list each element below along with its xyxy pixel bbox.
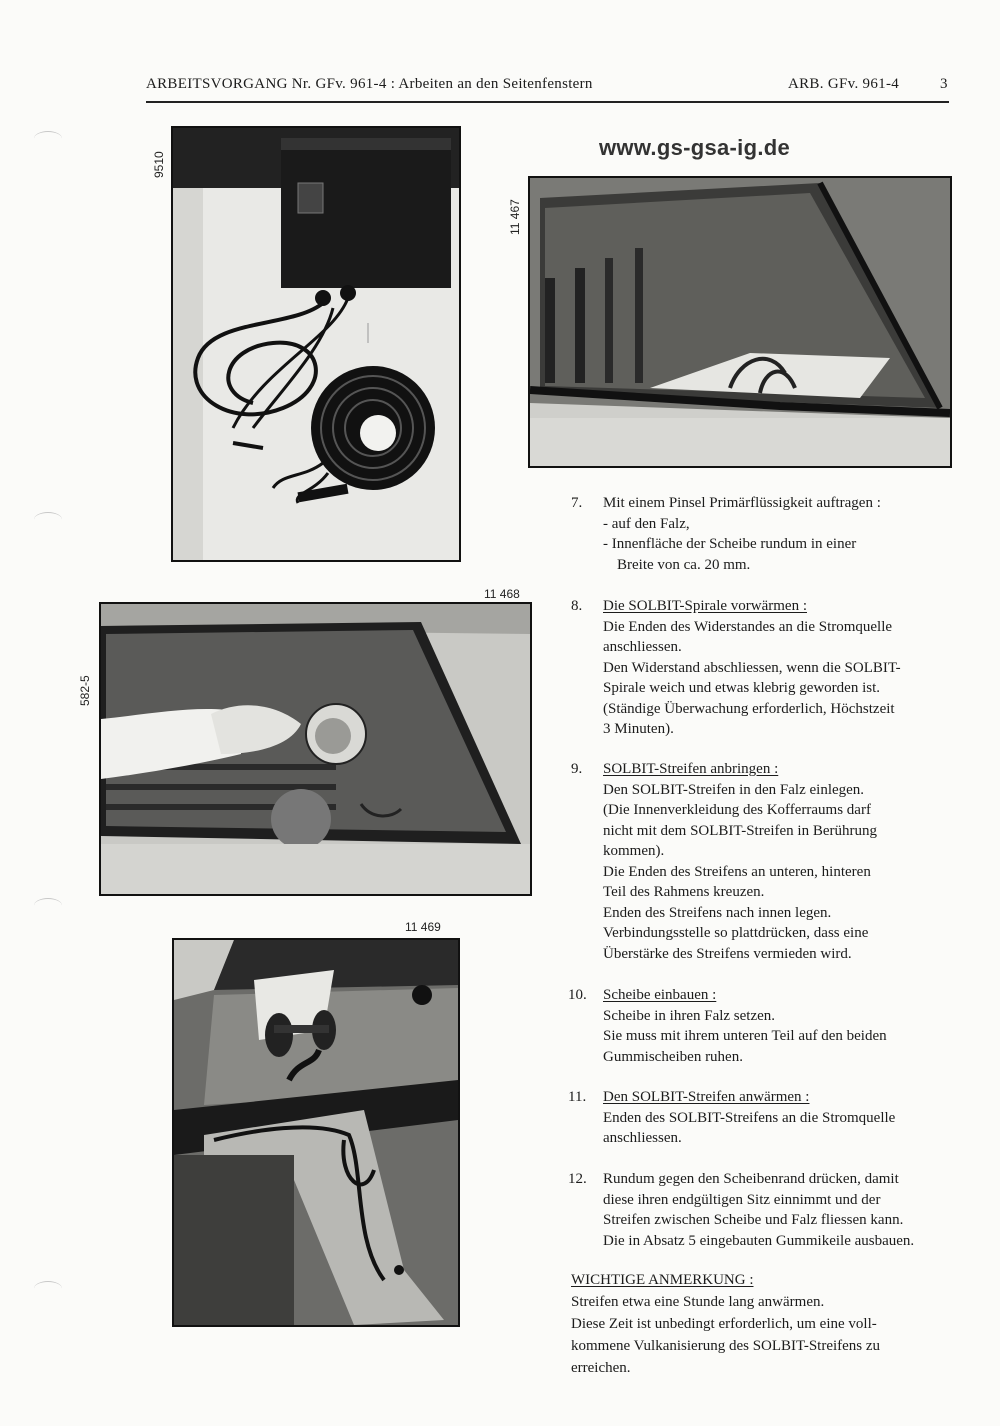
step-heading: Die SOLBIT-Spirale vorwärmen : bbox=[603, 598, 807, 614]
figure-number: 11 468 bbox=[484, 587, 520, 601]
note-text-line: kommene Vulkanisierung des SOLBIT-Streifens zu bbox=[571, 1337, 881, 1354]
step-text-line: Die Enden des Streifens an unteren, hinteren bbox=[603, 863, 871, 880]
step-heading: SOLBIT-Streifen anbringen : bbox=[603, 761, 779, 777]
step-text-line: - auf den Falz, bbox=[603, 515, 690, 532]
note-text-line: erreichen. bbox=[571, 1359, 631, 1376]
step-text-line: Enden des Streifens nach innen legen. bbox=[603, 904, 832, 921]
punch-hole-mark bbox=[34, 1281, 62, 1296]
step-text-line: Den SOLBIT-Streifen in den Falz einlegen. bbox=[603, 781, 865, 798]
step-text-line: (Ständige Überwachung erforderlich, Höchstzeit bbox=[603, 700, 895, 717]
step-text-line: anschliessen. bbox=[603, 639, 682, 655]
note-text-line: Diese Zeit ist unbedingt erforderlich, um eine voll- bbox=[571, 1315, 877, 1332]
step-text-line: Teil des Rahmens kreuzen. bbox=[603, 884, 765, 900]
step-text-line: 3 Minuten). bbox=[603, 721, 674, 737]
step-text-line: kommen). bbox=[603, 843, 665, 859]
note-text-line: Streifen etwa eine Stunde lang anwärmen. bbox=[571, 1293, 825, 1310]
step-text-line: nicht mit dem SOLBIT-Streifen in Berührung bbox=[603, 822, 877, 839]
step-heading: Scheibe einbauen : bbox=[603, 987, 717, 1003]
photo-window-frame bbox=[528, 176, 952, 468]
punch-hole-mark bbox=[34, 898, 62, 913]
step-text-line: Gummischeiben ruhen. bbox=[603, 1048, 743, 1065]
step-text-line: Überstärke des Streifens vermieden wird. bbox=[603, 945, 852, 962]
step-text-line: (Die Innenverkleidung des Kofferraums darf bbox=[603, 802, 871, 818]
step-text-line: Sie muss mit ihrem unteren Teil auf den beiden bbox=[603, 1028, 887, 1044]
step-number: 9. bbox=[571, 761, 583, 777]
figure-number: 9510 bbox=[152, 151, 166, 178]
step-text-line: - Innenfläche der Scheibe rundum in einer bbox=[603, 536, 857, 552]
step-text-line: Scheibe in ihren Falz setzen. bbox=[603, 1007, 776, 1024]
step-text-line: Die Enden des Widerstandes an die Stromquelle bbox=[603, 618, 893, 635]
step-text-line: Mit einem Pinsel Primärflüssigkeit auftragen : bbox=[603, 495, 881, 511]
header-rule bbox=[146, 101, 949, 103]
figure-number: 11 469 bbox=[405, 920, 441, 934]
step-text-line: Die in Absatz 5 eingebauten Gummikeile ausbauen. bbox=[603, 1232, 915, 1249]
figure-number: 11 467 bbox=[508, 199, 522, 235]
website-watermark: www.gs-gsa-ig.de bbox=[599, 135, 791, 160]
header-title: ARBEITSVORGANG Nr. GFv. 961-4 : Arbeiten an den Seitenfenstern bbox=[146, 76, 593, 92]
step-text-line: Breite von ca. 20 mm. bbox=[617, 556, 751, 573]
step-text-line: Spirale weich und etwas klebrig geworden ist. bbox=[603, 680, 881, 696]
figure-side-number: 582-5 bbox=[78, 675, 92, 706]
photo-preheating-spiral bbox=[99, 602, 532, 896]
step-text-line: Enden des SOLBIT-Streifens an die Stromquelle bbox=[603, 1109, 896, 1126]
photo-heating-device bbox=[171, 126, 461, 562]
step-text-line: Rundum gegen den Scheibenrand drücken, damit bbox=[603, 1171, 899, 1187]
punch-hole-mark bbox=[34, 131, 62, 146]
step-heading: Den SOLBIT-Streifen anwärmen : bbox=[603, 1089, 810, 1105]
step-text-line: Den Widerstand abschliessen, wenn die SOLBIT- bbox=[603, 659, 901, 676]
photo-window-installed bbox=[172, 938, 460, 1327]
step-text-line: Streifen zwischen Scheibe und Falz fliessen kann. bbox=[603, 1212, 904, 1228]
page-number: 3 bbox=[940, 76, 948, 92]
step-text-line: Verbindungsstelle so plattdrücken, dass eine bbox=[603, 925, 869, 941]
note-heading: WICHTIGE ANMERKUNG : bbox=[571, 1272, 754, 1288]
step-text-line: diese ihren endgültigen Sitz einnimmt und der bbox=[603, 1191, 881, 1208]
step-number: 11. bbox=[568, 1089, 587, 1105]
step-number: 8. bbox=[571, 598, 583, 614]
step-number: 12. bbox=[568, 1171, 587, 1187]
punch-hole-mark bbox=[34, 512, 62, 527]
header-reference: ARB. GFv. 961-4 bbox=[788, 76, 900, 92]
step-number: 10. bbox=[568, 987, 587, 1003]
step-text-line: anschliessen. bbox=[603, 1130, 682, 1146]
step-number: 7. bbox=[571, 495, 583, 511]
